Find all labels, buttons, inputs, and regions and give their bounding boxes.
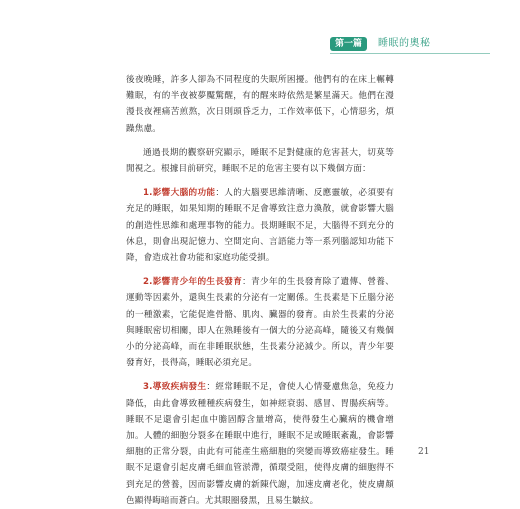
page-header [330,36,490,54]
section-heading-disease: 3.導致疾病發生 [143,382,207,393]
header-rule [330,53,490,54]
paragraph-brain-function [126,185,394,266]
chapter-badge: 第一篇 [330,37,367,51]
body-text [126,72,394,509]
paragraph-text: 後夜晚睡，許多人卻為不同程度的失眠所困擾。他們有的在床上輾轉難眠，有的半夜被夢魘驚醒，有的醒來時依然是繁星滿天。他們在漫漫長夜裡痛苦煎熬，次日則頭昏乏力，工作效率低下，心情惡劣，煩躁焦慮。 [126,75,394,134]
paragraph-text: ：人的大腦要思維清晰、反應靈敏，必須要有充足的睡眠，如果知期的睡眠不足會導致注意力渙散，就會影響大腦的創造性思維和處理事物的能力。長期睡眠不足，大腦得不到充分的休息，則會出現記憶力、空間定向、言語能力等一系列腦認知功能下降，會造成社會功能和家庭功能受損。 [126,188,394,264]
paragraph-text: ：青少年的生長發育除了遺傳、營養、運動等因素外，還與生長素的分泌有一定關係。生長素是下丘腦分泌的一種激素，它能促進骨骼、肌肉、臟器的發育。由於生長素的分泌與睡眠密切相關，即人在熟睡後有一個大的分泌高峰，隨後又有幾個小的分泌高峰，而在非睡眠狀態，生長素分泌減少。所以，青少年要發育好，長得高，睡眠必須充足。 [126,277,394,369]
paragraph-text: 通過長期的觀察研究顯示，睡眠不足對健康的危害甚大，切莫等閒視之。根據目前研究，睡眠不足的危害主要有以下幾個方面： [126,147,394,175]
paragraph-intro [126,72,394,137]
paragraph-overview [126,145,394,177]
section-heading-growth: 2.影響青少年的生長發育 [143,277,243,288]
page-number: 21 [418,447,430,457]
section-heading-brain: 1.影響大腦的功能 [143,188,216,199]
paragraph-text: ：經常睡眠不足，會使人心情憂慮焦急，免疫力降低，由此會導致種種疾病發生，如神經衰弱、感冒、胃腸疾病等。睡眠不足還會引起血中膽固醇含量增高，使得發生心臟病的機會增加。人體的細胞分裂多在睡眠中進行，睡眠不足或睡眠紊亂，會影響細胞的正常分裂，由此有可能產生癌細胞的突變而導致癌症發生。睡眠不足還會引起皮膚毛細血管淤滯，循環受阻，使得皮膚的細胞得不到充足的營養，因而影響皮膚的新陳代謝，加速皮膚老化，使皮膚顏色顯得晦暗而蒼白。尤其眼圈發黑，且易生皺紋。 [126,382,394,506]
paragraph-youth-growth [126,274,394,371]
paragraph-disease [126,379,394,509]
chapter-title: 睡眠的奧秘 [378,38,431,49]
